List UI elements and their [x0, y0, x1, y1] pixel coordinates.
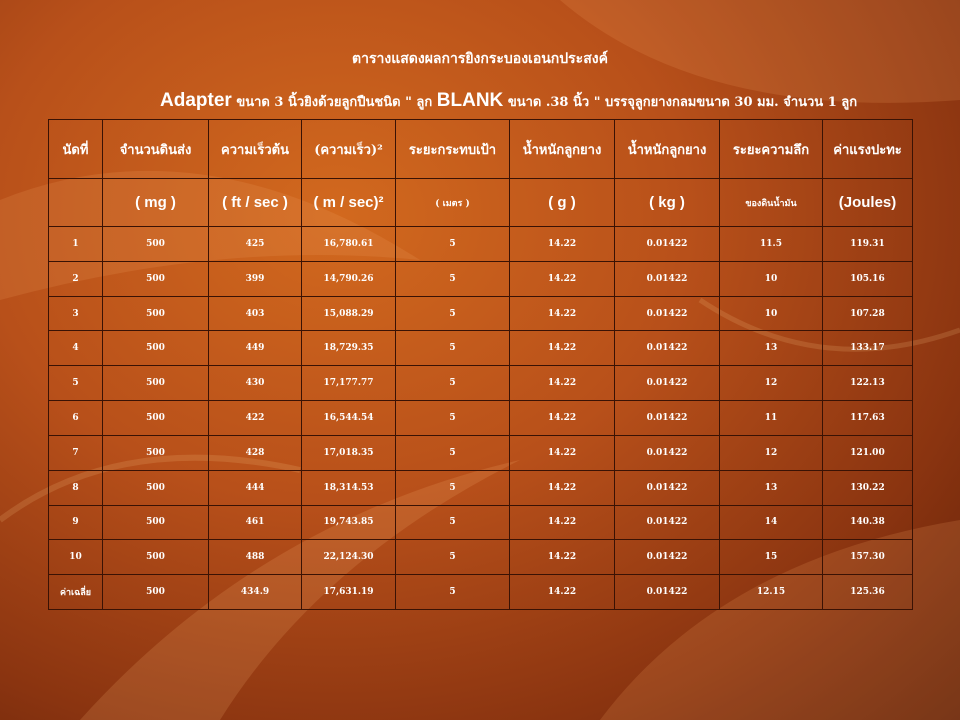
table-cell: 4 — [49, 331, 103, 366]
table-cell: 17,018.35 — [302, 435, 396, 470]
header-cell: น้ำหนักลูกยาง — [510, 120, 615, 179]
table-cell: 430 — [209, 366, 302, 401]
table-cell: 14.22 — [510, 575, 615, 610]
subtitle-part2: ขนาด .38 นิ้ว " บรรจุลูกยางกลมขนาด 30 มม. จำนวน 1 ลูก — [507, 95, 858, 110]
subtitle — [160, 90, 960, 112]
table-cell: 5 — [396, 505, 510, 540]
table-cell: 117.63 — [823, 401, 913, 436]
table-cell: 0.01422 — [615, 575, 720, 610]
table-cell: 8 — [49, 470, 103, 505]
header-cell: นัดที่ — [49, 120, 103, 179]
table-cell: 17,631.19 — [302, 575, 396, 610]
table-cell: 125.36 — [823, 575, 913, 610]
table-cell: 399 — [209, 261, 302, 296]
page-title: ตารางแสดงผลการยิงกระบองเอนกประสงค์ — [352, 51, 608, 67]
table-cell: 10 — [720, 296, 823, 331]
table-cell: 13 — [720, 331, 823, 366]
table-cell: 488 — [209, 540, 302, 575]
subtitle-blank: BLANK — [436, 90, 504, 111]
table-cell: 0.01422 — [615, 470, 720, 505]
table-cell: 10 — [720, 261, 823, 296]
table-cell: 428 — [209, 435, 302, 470]
table-cell: 500 — [103, 227, 209, 262]
unit-cell — [49, 179, 103, 227]
table-cell: 5 — [396, 540, 510, 575]
table-cell: 0.01422 — [615, 227, 720, 262]
table-cell: 422 — [209, 401, 302, 436]
table-row — [49, 296, 913, 331]
table-cell: 11 — [720, 401, 823, 436]
table-cell: 157.30 — [823, 540, 913, 575]
table-row — [49, 505, 913, 540]
table-cell: ค่าเฉลี่ย — [49, 575, 103, 610]
table-cell: 500 — [103, 401, 209, 436]
table-cell: 22,124.30 — [302, 540, 396, 575]
subtitle-part1: ขนาด 3 นิ้วยิงด้วยลูกปืนชนิด " ลูก — [236, 95, 433, 110]
table-cell: 403 — [209, 296, 302, 331]
table-row — [49, 366, 913, 401]
table-cell: 12 — [720, 366, 823, 401]
unit-cell: ( kg ) — [615, 179, 720, 227]
table-cell: 0.01422 — [615, 435, 720, 470]
table-cell: 500 — [103, 331, 209, 366]
table-cell: 15 — [720, 540, 823, 575]
table-cell: 0.01422 — [615, 366, 720, 401]
header-cell: (ความเร็ว)² — [302, 120, 396, 179]
subtitle-adapter: Adapter — [160, 90, 232, 111]
table-cell: 121.00 — [823, 435, 913, 470]
table-body — [49, 227, 913, 610]
table-cell: 0.01422 — [615, 540, 720, 575]
table-cell: 5 — [396, 366, 510, 401]
table-cell: 19,743.85 — [302, 505, 396, 540]
unit-cell: ( g ) — [510, 179, 615, 227]
table-cell: 14.22 — [510, 366, 615, 401]
header-cell: ความเร็วต้น — [209, 120, 302, 179]
header-cell: ระยะกระทบเป้า — [396, 120, 510, 179]
table-row — [49, 261, 913, 296]
header-cell: น้ำหนักลูกยาง — [615, 120, 720, 179]
table-cell: 130.22 — [823, 470, 913, 505]
table-cell: 14 — [720, 505, 823, 540]
table-cell: 105.16 — [823, 261, 913, 296]
table-cell: 500 — [103, 435, 209, 470]
table-cell: 1 — [49, 227, 103, 262]
table-cell: 10 — [49, 540, 103, 575]
table-cell: 3 — [49, 296, 103, 331]
table-cell: 107.28 — [823, 296, 913, 331]
table-cell: 0.01422 — [615, 401, 720, 436]
table-cell: 5 — [396, 331, 510, 366]
table-cell: 500 — [103, 505, 209, 540]
table-cell: 14.22 — [510, 227, 615, 262]
table-cell: 119.31 — [823, 227, 913, 262]
table-cell: 13 — [720, 470, 823, 505]
table-cell: 434.9 — [209, 575, 302, 610]
header-row — [49, 120, 913, 179]
table-cell: 425 — [209, 227, 302, 262]
table-cell: 2 — [49, 261, 103, 296]
table-row — [49, 227, 913, 262]
header-cell: ค่าแรงปะทะ — [823, 120, 913, 179]
unit-cell: ของดินน้ำมัน — [720, 179, 823, 227]
table-cell: 17,177.77 — [302, 366, 396, 401]
table-cell: 12 — [720, 435, 823, 470]
unit-cell: ( m / sec)² — [302, 179, 396, 227]
table-cell: 500 — [103, 470, 209, 505]
table-cell: 14.22 — [510, 435, 615, 470]
table-cell: 449 — [209, 331, 302, 366]
table-cell: 5 — [396, 261, 510, 296]
table-row — [49, 435, 913, 470]
table-row — [49, 331, 913, 366]
unit-cell: (Joules) — [823, 179, 913, 227]
table-cell: 14,790.26 — [302, 261, 396, 296]
table-cell: 5 — [396, 401, 510, 436]
table-cell: 14.22 — [510, 331, 615, 366]
unit-cell: ( ft / sec ) — [209, 179, 302, 227]
table-cell: 14.22 — [510, 540, 615, 575]
table-cell: 6 — [49, 401, 103, 436]
table-cell: 9 — [49, 505, 103, 540]
table-cell: 15,088.29 — [302, 296, 396, 331]
table-cell: 5 — [396, 435, 510, 470]
table-cell: 0.01422 — [615, 296, 720, 331]
table-cell: 500 — [103, 261, 209, 296]
table-cell: 5 — [396, 227, 510, 262]
table-cell: 122.13 — [823, 366, 913, 401]
table-cell: 0.01422 — [615, 331, 720, 366]
table-cell: 5 — [396, 296, 510, 331]
table-cell: 500 — [103, 540, 209, 575]
table-cell: 5 — [396, 470, 510, 505]
table-cell: 500 — [103, 296, 209, 331]
table-cell: 14.22 — [510, 296, 615, 331]
table-cell: 14.22 — [510, 401, 615, 436]
table-cell: 14.22 — [510, 261, 615, 296]
table-row — [49, 401, 913, 436]
header-cell: ระยะความลึก — [720, 120, 823, 179]
unit-cell: ( เมตร ) — [396, 179, 510, 227]
table-cell: 7 — [49, 435, 103, 470]
unit-cell: ( mg ) — [103, 179, 209, 227]
table-cell: 12.15 — [720, 575, 823, 610]
table-cell: 18,314.53 — [302, 470, 396, 505]
table-cell: 500 — [103, 575, 209, 610]
table-cell: 11.5 — [720, 227, 823, 262]
table-cell: 461 — [209, 505, 302, 540]
header-cell: จำนวนดินส่ง — [103, 120, 209, 179]
table-cell: 5 — [396, 575, 510, 610]
table-cell: 140.38 — [823, 505, 913, 540]
table-cell: 16,544.54 — [302, 401, 396, 436]
table-cell: 14.22 — [510, 470, 615, 505]
results-table — [48, 119, 913, 610]
table-cell: 0.01422 — [615, 505, 720, 540]
table-cell: 16,780.61 — [302, 227, 396, 262]
table-cell: 0.01422 — [615, 261, 720, 296]
table-cell: 444 — [209, 470, 302, 505]
table-cell: 18,729.35 — [302, 331, 396, 366]
table-row — [49, 470, 913, 505]
table-cell: 5 — [49, 366, 103, 401]
table-cell: 133.17 — [823, 331, 913, 366]
table-row — [49, 540, 913, 575]
table-cell: 14.22 — [510, 505, 615, 540]
units-row — [49, 179, 913, 227]
average-row — [49, 575, 913, 610]
table-cell: 500 — [103, 366, 209, 401]
